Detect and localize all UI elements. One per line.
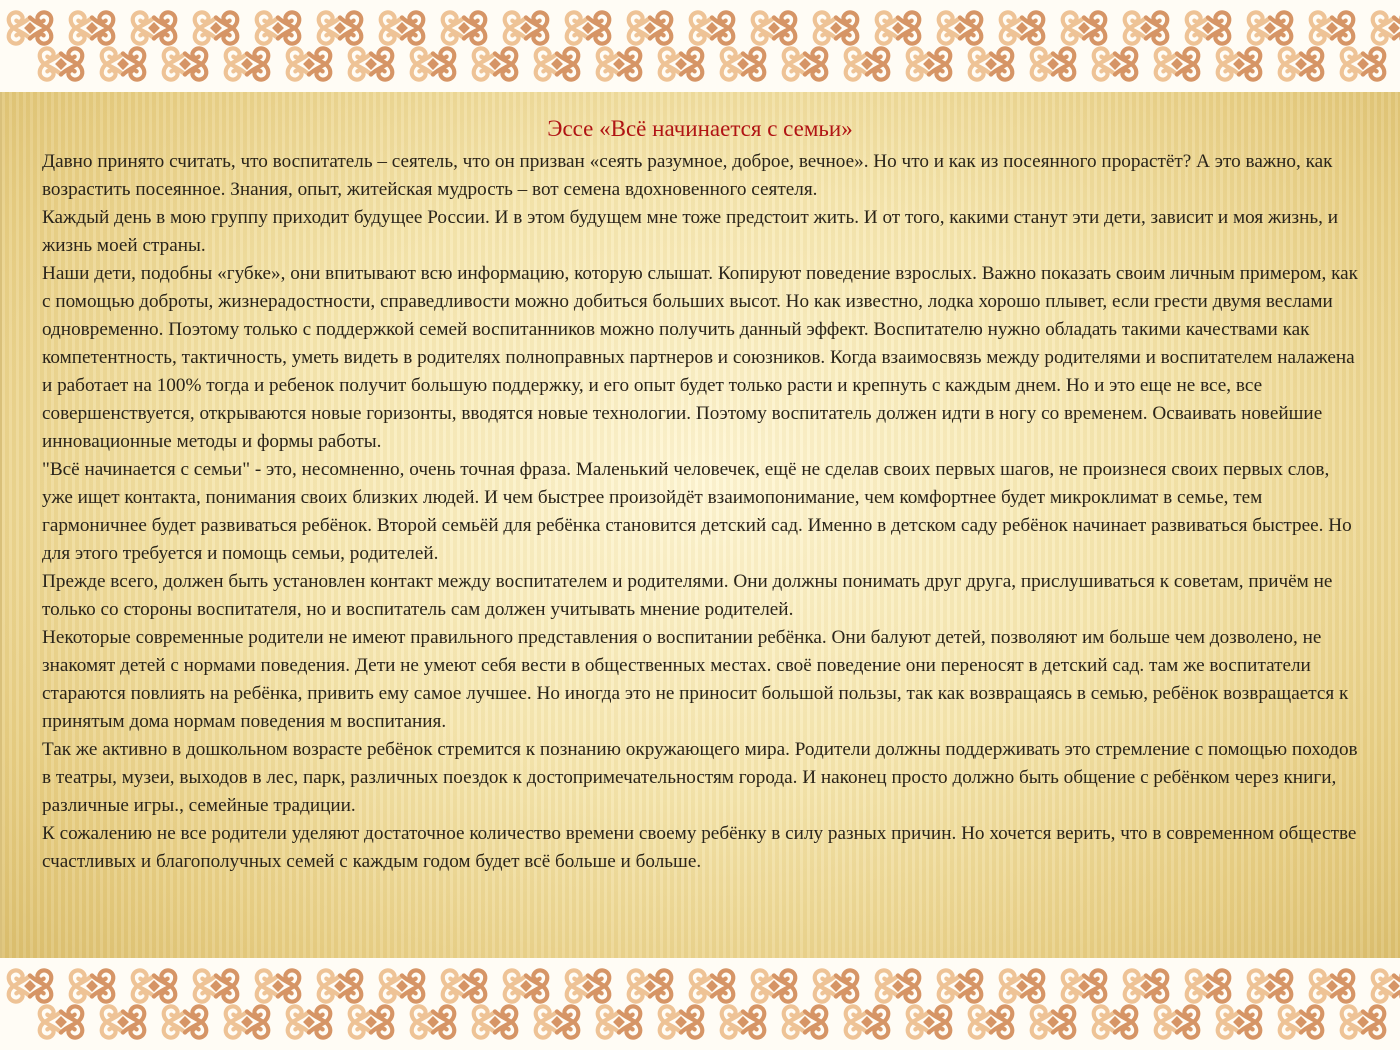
- essay-paragraph: Каждый день в мою группу приходит будущее России. И в этом будущем мне тоже предстоит жить. И от того, какими станут эти дети, зависит и моя жизнь, и жизнь моей страны.: [42, 207, 1338, 256]
- essay-slide: [0, 92, 1400, 958]
- ornament-border-bottom: [0, 958, 1400, 1050]
- essay-paragraph: Некоторые современные родители не имеют правильного представления о воспитании ребёнка. Они балуют детей, позволяют им больше чем дозволено, не знакомят детей с нормами поведения. Дети не умеют себя вести в общественных местах. своё поведение они переносят в детский сад. там же воспитатели стараются повлиять на ребёнка, привить ему самое лучшее. Но иногда это не приносит большой пользы, так как возвращаясь в семью, ребёнок возвращается к принятым дома нормам поведения м воспитания.: [42, 627, 1349, 732]
- essay-title: Эссе «Всё начинается с семьи»: [547, 116, 853, 141]
- essay-paragraph: К сожалению не все родители уделяют достаточное количество времени своему ребёнку в силу разных причин. Но хочется верить, что в современном обществе счастливых и благополучных семей с каждым годом будет всё больше и больше.: [42, 823, 1357, 872]
- essay-paragraph: Наши дети, подобны «губке», они впитывают всю информацию, которую слышат. Копируют поведение взрослых. Важно показать своим личным примером, как с помощью доброты, жизнерадостности, справедливости можно добиться больших высот. Но как известно, лодка хорошо плывет, если грести двумя веслами одновременно. Поэтому только с поддержкой семей воспитанников можно получить данный эффект. Воспитателю нужно обладать такими качествами как компетентность, тактичность, уметь видеть в родителях полноправных партнеров и союзников. Когда взаимосвязь между родителями и воспитателем налажена и работает на 100% тогда и ребенок получит большую поддержку, и его опыт будет только расти и крепнуть с каждым днем. Но и это еще не все, все совершенствуется, открываются новые горизонты, вводятся новые технологии. Поэтому воспитатель должен идти в ногу со временем. Осваивать новейшие инновационные методы и формы работы.: [42, 263, 1358, 452]
- ornament-border-top: [0, 0, 1400, 92]
- essay-body: [42, 148, 1364, 876]
- essay-paragraph: Прежде всего, должен быть установлен контакт между воспитателем и родителями. Они должны понимать друг друга, прислушиваться к советам, причём не только со стороны воспитателя, но и воспитатель сам должен учитывать мнение родителей.: [42, 571, 1333, 620]
- essay-paragraph: Давно принято считать, что воспитатель – сеятель, что он призван «сеять разумное, доброе, вечное». Но что и как из посеянного прорастёт? А это важно, как возрастить посеянное. Знания, опыт, житейская мудрость – вот семена вдохновенного сеятеля.: [42, 151, 1333, 200]
- essay-paragraph: "Всё начинается с семьи" - это, несомненно, очень точная фраза. Маленький человечек, ещё не сделав своих первых шагов, не произнеся своих первых слов, уже ищет контакта, понимания своих близких людей. И чем быстрее произойдёт взаимопонимание, чем комфортнее будет микроклимат в семье, тем гармоничнее будет развиваться ребёнок. Второй семьёй для ребёнка становится детский сад. Именно в детском саду ребёнок начинает развиваться быстрее. Но для этого требуется и помощь семьи, родителей.: [42, 459, 1352, 564]
- essay-paragraph: Так же активно в дошкольном возрасте ребёнок стремится к познанию окружающего мира. Родители должны поддерживать это стремление с помощью походов в театры, музеи, выходов в лес, парк, различных поездок к достопримечательностям города. И наконец просто должно быть общение с ребёнком через книги, различные игры., семейные традиции.: [42, 739, 1358, 816]
